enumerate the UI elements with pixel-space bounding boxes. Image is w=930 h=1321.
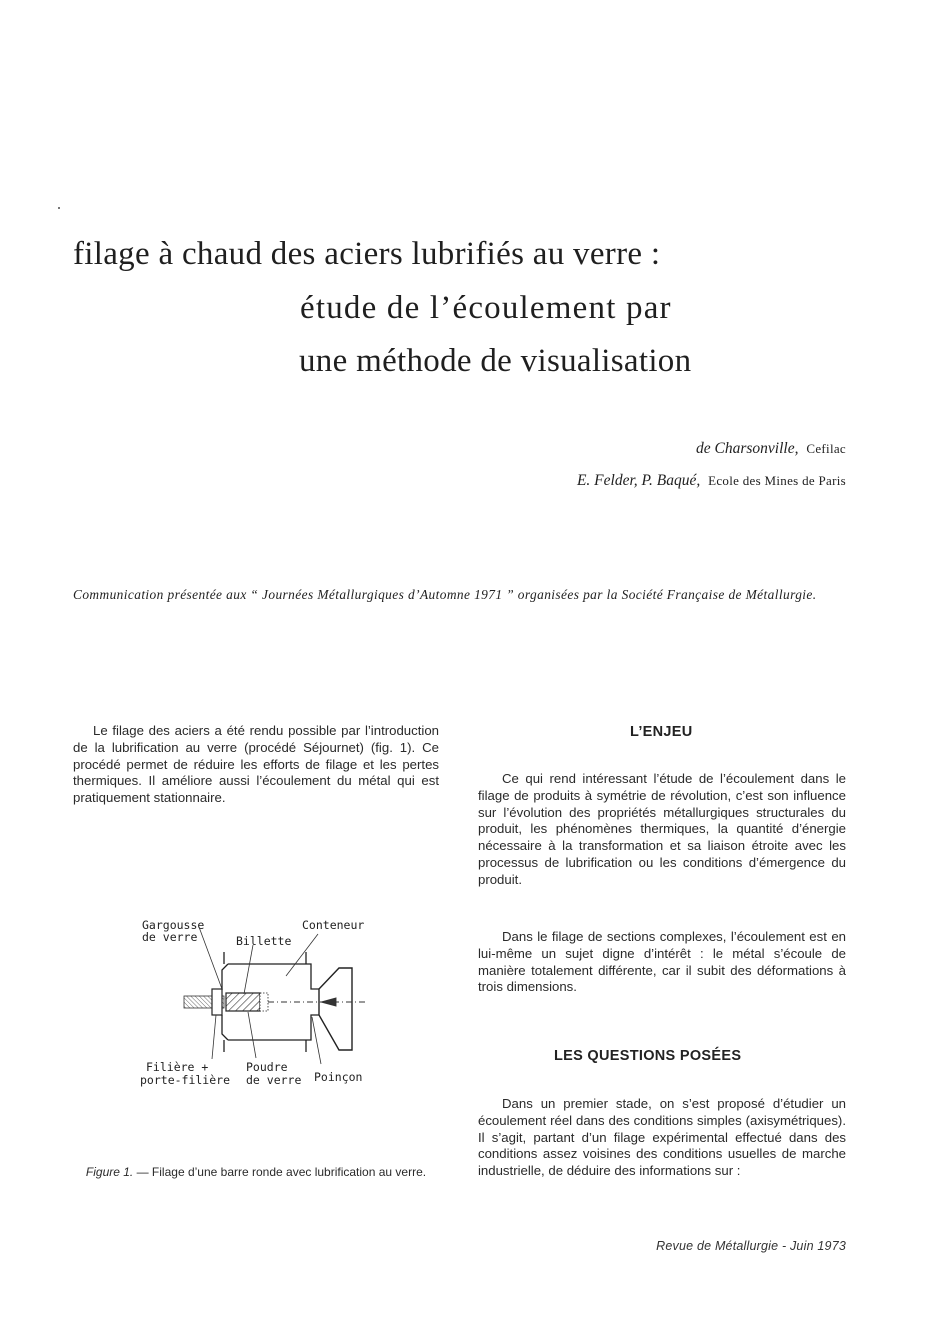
label-poudre-2: de verre <box>246 1073 302 1087</box>
billet <box>226 993 260 1011</box>
author-line-1 <box>696 440 846 458</box>
label-billette: Billette <box>236 934 292 948</box>
intro-paragraph: Le filage des aciers a été rendu possible par l’introduction de la lubrification au verre (procédé Séjournet) (fig. 1). Ce procédé permet de réduire les efforts de filage et les pertes thermiques. Il améliore aussi l’écoulement du métal qui est pratiquement stationnaire. <box>73 723 439 806</box>
title-line-2: étude de l’écoulement par <box>300 290 672 326</box>
author-names: de Charsonville, <box>696 440 799 457</box>
title-line-3: une méthode de visualisation <box>299 343 692 379</box>
punch-plate <box>319 968 352 1050</box>
author-line-2 <box>577 472 846 490</box>
label-poincon: Poinçon <box>314 1070 363 1084</box>
title-line-1: filage à chaud des aciers lubrifiés au verre : <box>73 236 661 272</box>
label-filiere-1: Filière + <box>146 1060 209 1074</box>
communication-note: Communication présentée aux “ Journées Métallurgiques d’Automne 1971 ” organisées par la Société Française de Métallurgie. <box>73 587 817 602</box>
questions-paragraph-1: Dans un premier stade, on s’est proposé d’étudier un écoulement réel dans des conditions simples (axisymétriques). Il s’agit, partant d’un filage expérimental effectué dans des conditions assez voisines des conditions usuelles de marche industrielle, de déduire des informations sur : <box>478 1096 846 1179</box>
axis-line <box>268 998 366 1006</box>
die <box>212 989 222 1015</box>
caption-text: — Filage d’une barre ronde avec lubrification au verre. <box>133 1165 427 1179</box>
author-affiliation: Ecole des Mines de Paris <box>708 473 846 488</box>
glass-powder <box>260 993 268 1011</box>
page-speck <box>58 207 60 209</box>
label-conteneur: Conteneur <box>302 918 365 932</box>
heading-enjeu: L’ENJEU <box>630 724 693 740</box>
label-gargousse-1: Gargousse <box>142 918 205 932</box>
enjeu-paragraph-2: Dans le filage de sections complexes, l’écoulement est en lui-même un sujet digne d’intérêt : le métal s’écoule de manière totalement différente, car il subit des déformations à trois dimensions. <box>478 929 846 995</box>
figure-1-diagram <box>136 912 376 1092</box>
caption-number: Figure 1. <box>85 1165 134 1179</box>
left-column <box>73 723 439 807</box>
author-names: E. Felder, P. Baqué, <box>576 472 701 489</box>
label-filiere-2: porte-filière <box>140 1073 231 1087</box>
label-gargousse-2: de verre <box>142 930 198 944</box>
author-affiliation: Cefilac <box>806 441 846 456</box>
label-poudre-1: Poudre <box>246 1060 288 1074</box>
figure-caption <box>73 1164 439 1181</box>
heading-questions: LES QUESTIONS POSÉES <box>554 1048 742 1064</box>
page-footer: Revue de Métallurgie - Juin 1973 <box>656 1239 846 1253</box>
enjeu-paragraph-1: Ce qui rend intéressant l’étude de l’écoulement dans le filage de produits à symétrie de révolution, c’est son influence sur l’évolution des propriétés métallurgiques structurales du produit, les phénomènes thermiques, la quantité d’énergie nécessaire à la transformation et sa liaison étroite avec les processus de lubrification ou les conditions d’émergence du produit. <box>478 771 846 887</box>
